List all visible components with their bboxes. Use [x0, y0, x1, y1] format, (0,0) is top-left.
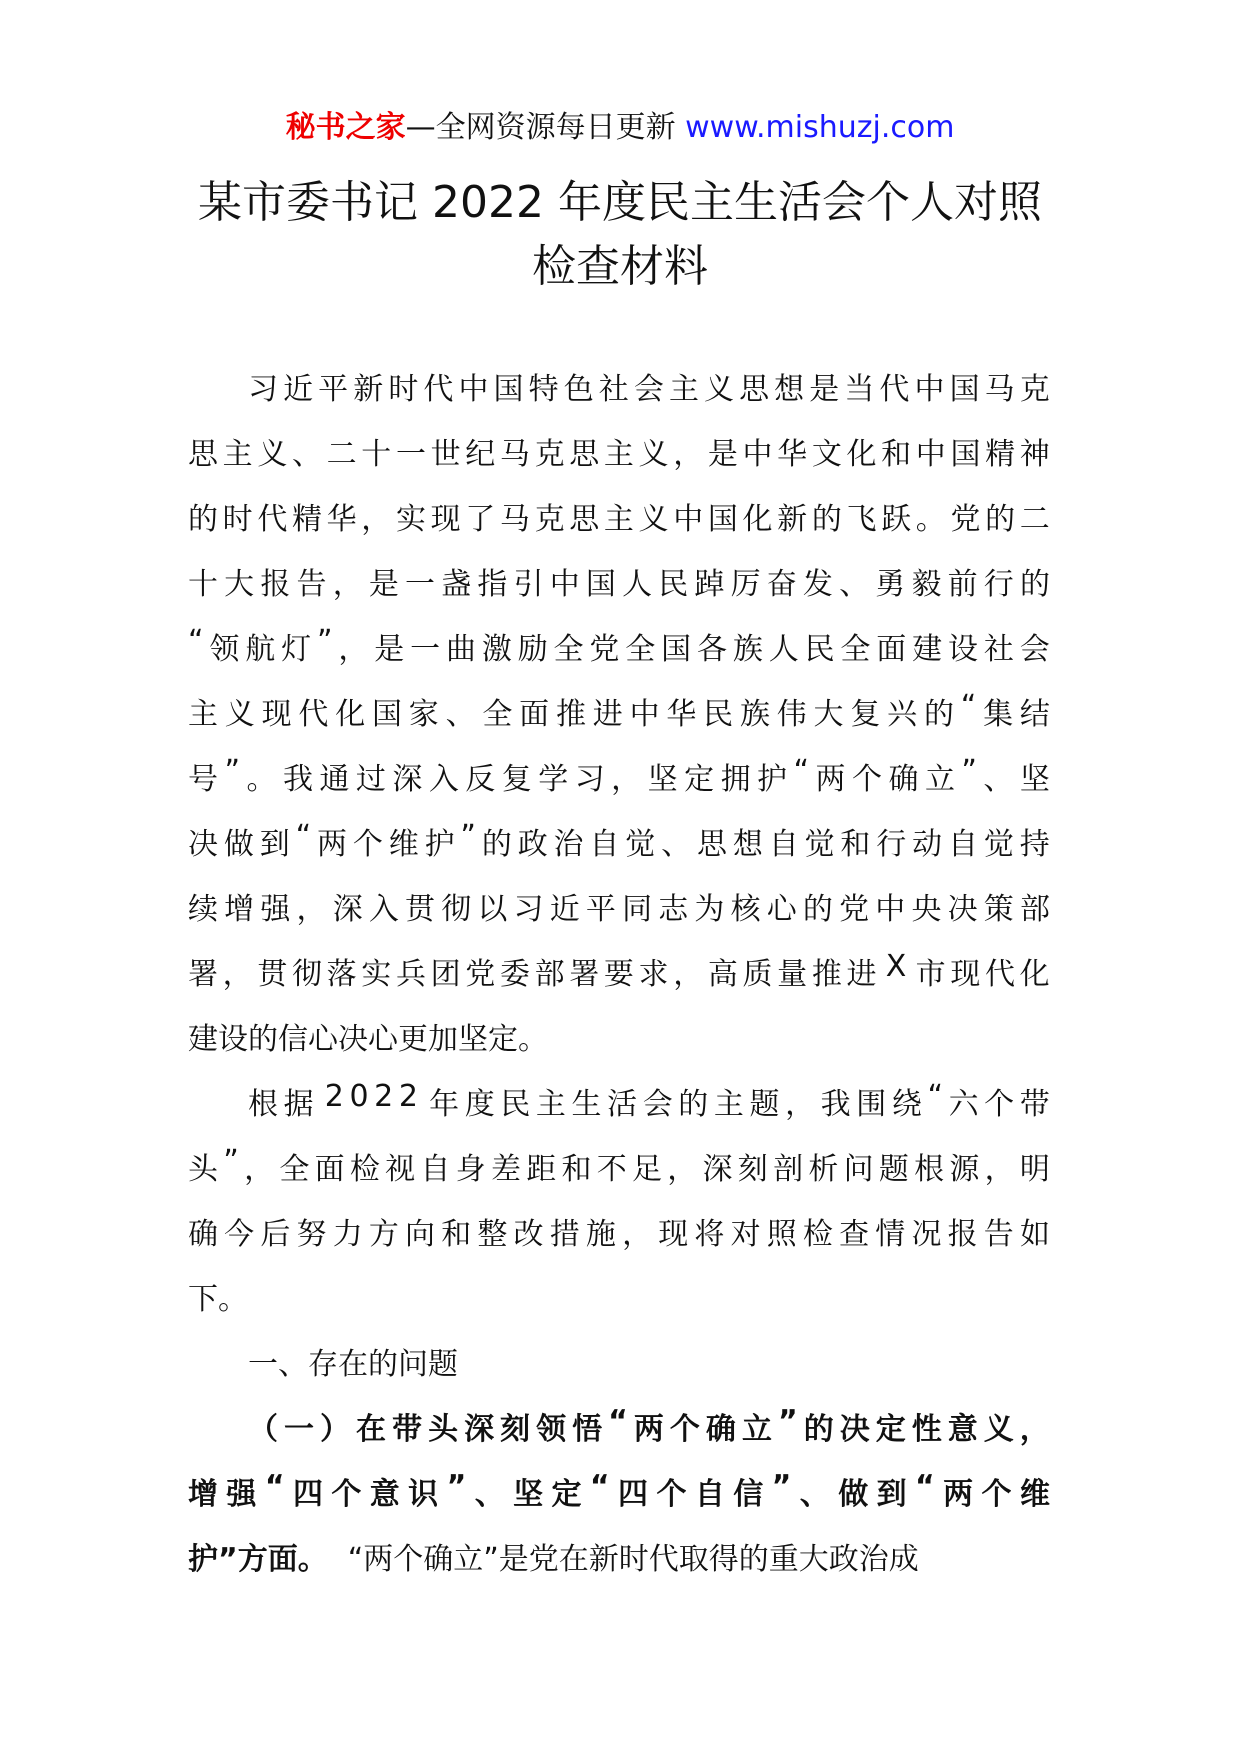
paragraph-line: 十 大 报 告 ， 是 一 盏 指 引 中 国 人 民 踔 厉 奋 发 、 勇 毅 前 行 的	[188, 567, 1050, 602]
paragraph-line: 主 义 现 代 化 国 家 、 全 面 推 进 中 华 民 族 伟 大 复 兴 的 “ 集 结	[188, 689, 1050, 732]
section-heading-line: 增 强 “ 四 个 意 识 ” 、 坚 定 “ 四 个 自 信 ” 、 做 到 “ 两 个 维	[188, 1469, 1050, 1512]
site-banner	[0, 102, 1240, 146]
paragraph-line: 号 ” 。 我 通 过 深 入 反 复 学 习 ， 坚 定 拥 护 “ 两 个 确 立 ” 、 坚	[188, 754, 1050, 797]
brand-name: 秘书之家	[285, 110, 406, 145]
paragraph-line: 确 今 后 努 力 方 向 和 整 改 措 施 ， 现 将 对 照 检 查 情 况 报 告 如	[188, 1217, 1050, 1252]
paragraph-line: 下。	[188, 1282, 248, 1317]
paragraph-line: 的 时 代 精 华 ， 实 现 了 马 克 思 主 义 中 国 化 新 的 飞 跃 。 党 的 二	[188, 502, 1050, 537]
paragraph-line: “ 领 航 灯 ” ， 是 一 曲 激 励 全 党 全 国 各 族 人 民 全 面 建 设 社 会	[188, 624, 1050, 667]
paragraph-line: 习 近 平 新 时 代 中 国 特 色 社 会 主 义 思 想 是 当 代 中 国 马 克	[248, 372, 1050, 407]
paragraph-line: 头 ” ， 全 面 检 视 自 身 差 距 和 不 足 ， 深 刻 剖 析 问 题 根 源 ， 明	[188, 1144, 1050, 1187]
doc-title-line-2: 检查材料	[532, 241, 708, 292]
paragraph-line: 署 ， 贯 彻 落 实 兵 团 党 委 部 署 要 求 ， 高 质 量 推 进 X 市 现 代 化	[188, 949, 1050, 992]
section-heading-end: 护”方面。	[188, 1542, 328, 1577]
paragraph-line: 一、存在的问题	[188, 1347, 458, 1382]
paragraph-line: 续 增 强 ， 深 入 贯 彻 以 习 近 平 同 志 为 核 心 的 党 中 央 决 策 部	[188, 892, 1050, 927]
mixed-line	[188, 1534, 1050, 1578]
paragraph-text: “两个确立”是党在新时代取得的重大政治成	[347, 1542, 919, 1577]
paragraph-line: 建设的信心决心更加坚定。	[188, 1022, 548, 1057]
paragraph-line: 根 据 2 0 2 2 年 度 民 主 生 活 会 的 主 题 ， 我 围 绕 “ 六 个 带	[248, 1079, 1050, 1122]
paragraph-line: 决 做 到 “ 两 个 维 护 ” 的 政 治 自 觉 、 思 想 自 觉 和 行 动 自 觉 持	[188, 819, 1050, 862]
paragraph-line: 思 主 义 、 二 十 一 世 纪 马 克 思 主 义 ， 是 中 华 文 化 和 中 国 精 神	[188, 437, 1050, 472]
doc-title-line-1: 某市委书记 2022 年度民主生活会个人对照	[198, 177, 1042, 228]
tagline: —全网资源每日更新	[405, 110, 676, 145]
site-url[interactable]: www.mishuzj.com	[685, 110, 955, 145]
section-heading-line: （ 一 ） 在 带 头 深 刻 领 悟 “ 两 个 确 立 ” 的 决 定 性 意 义 ，	[248, 1404, 1050, 1447]
